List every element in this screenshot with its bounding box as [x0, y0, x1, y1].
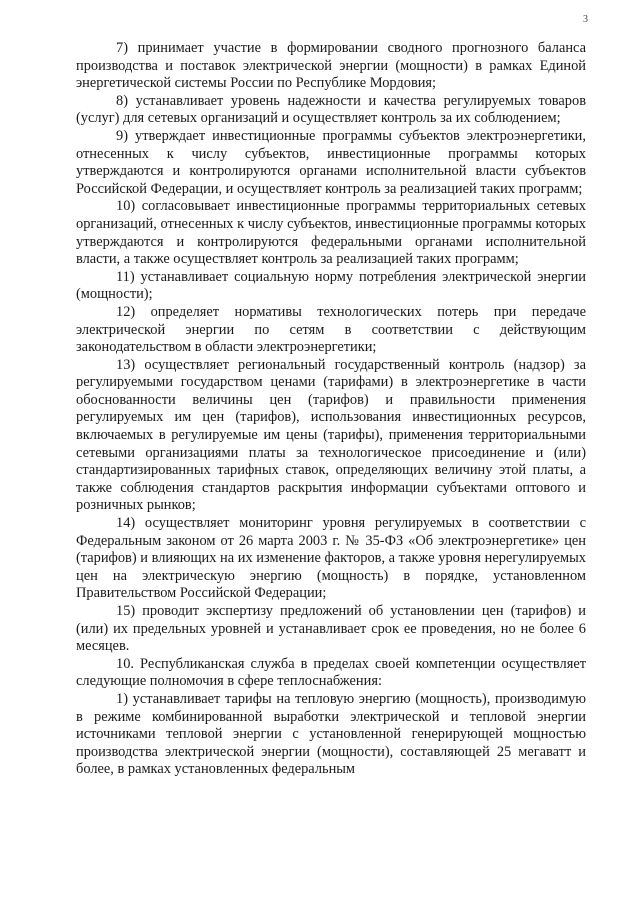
paragraph-item-9: 9) утверждает инвестиционные программы субъектов электроэнергетики, отнесенных к числу субъектов, инвестиционные программы которых утверждаются и контролируются органами исполнительной власти субъектов Российской Федерации, и осуществляет контроль за реализацией таких программ; — [76, 127, 586, 197]
document-body — [76, 40, 586, 779]
paragraph-item-14: 14) осуществляет мониторинг уровня регулируемых в соответствии с Федеральным законом от 26 марта 2003 г. № 35-ФЗ «Об электроэнергетике» цен (тарифов) и влияющих на их изменение факторов, а также уровня нерегулируемых цен на электрическую энергию (мощность) в порядке, установленном Правительством Российской Федерации; — [76, 515, 586, 602]
paragraph-item-8: 8) устанавливает уровень надежности и качества регулируемых товаров (услуг) для сетевых организаций и осуществляет контроль за их соблюдением; — [76, 92, 586, 127]
page-number: 3 — [583, 14, 588, 25]
paragraph-item-10: 10) согласовывает инвестиционные программы территориальных сетевых организаций, отнесенных к числу субъектов, инвестиционные программы которых утверждаются и контролируются федеральными органами исполнительной власти, а также осуществляет контроль за реализацией таких программ; — [76, 198, 586, 268]
paragraph-item-13: 13) осуществляет региональный государственный контроль (надзор) за регулируемыми государством ценами (тарифами) в электроэнергетике в части обоснованности величины цен (тарифов) и правильности применения регулируемых им цен (тарифов), использования инвестиционных ресурсов, включаемых в регулируемые им цены (тарифы), применения территориальными сетевыми организациями платы за технологическое присоединение и (или) стандартизированных тарифных ставок, определяющих величину этой платы, а также соблюдения стандартов раскрытия информации субъектами оптового и розничных рынков; — [76, 356, 586, 514]
section-10-intro: 10. Республиканская служба в пределах своей компетенции осуществляет следующие полномочия в сфере теплоснабжения: — [76, 655, 586, 690]
paragraph-item-11: 11) устанавливает социальную норму потребления электрической энергии (мощности); — [76, 268, 586, 303]
paragraph-item-7: 7) принимает участие в формировании сводного прогнозного баланса производства и поставок электрической энергии (мощности) в рамках Единой энергетической системы России по Республике Мордовия; — [76, 40, 586, 92]
section-10-item-1: 1) устанавливает тарифы на тепловую энергию (мощность), производимую в режиме комбинированной выработки электрической и тепловой энергии источниками тепловой энергии с установленной генерирующей мощностью производства электрической энергии (мощности), составляющей 25 мегаватт и более, в рамках установленных федеральным — [76, 690, 586, 778]
paragraph-item-12: 12) определяет нормативы технологических потерь при передаче электрической энергии по сетям в соответствии с действующим законодательством в области электроэнергетики; — [76, 303, 586, 356]
paragraph-item-15: 15) проводит экспертизу предложений об установлении цен (тарифов) и (или) их предельных уровней и устанавливает срок ее проведения, но не более 6 месяцев. — [76, 603, 586, 655]
